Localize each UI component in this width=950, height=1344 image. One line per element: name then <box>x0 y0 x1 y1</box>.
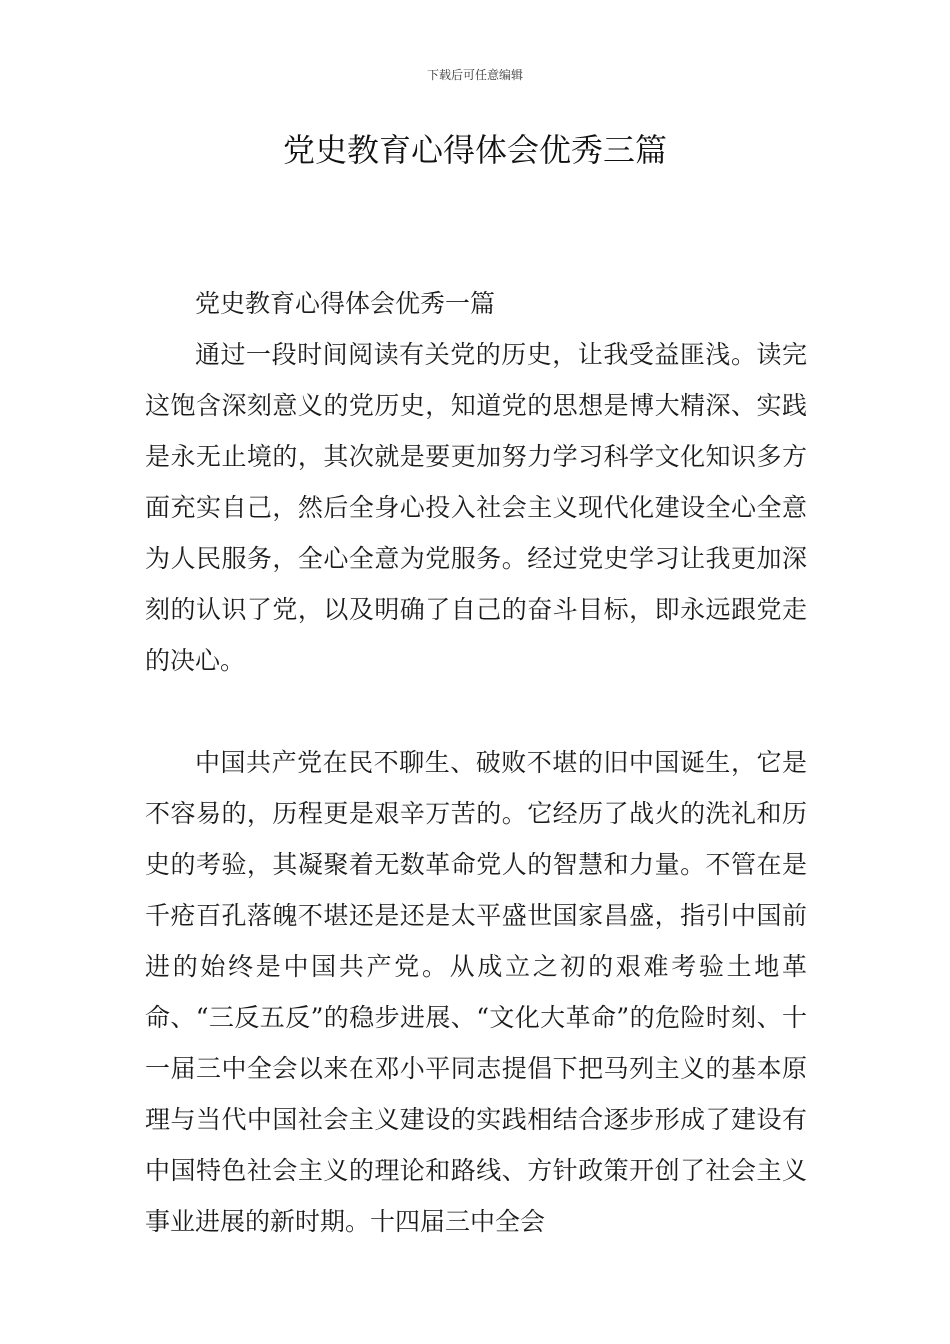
document-title: 党史教育心得体会优秀三篇 <box>282 131 667 169</box>
paragraph: 通过一段时间阅读有关党的历史，让我受益匪浅。读完这饱含深刻意义的党历史，知道党的思想是博大精深、实践是永无止境的，其次就是要更加努力学习科学文化知识多方面充实自己，然后全身心投入社会主义现代化建设全心全意为人民服务，全心全意为党服务。经过党史学习让我更加深刻的认识了党，以及明确了自己的奋斗目标，即永远跟党走的决心。 <box>145 340 807 675</box>
paragraph: 中国共产党在民不聊生、破败不堪的旧中国诞生，它是不容易的，历程更是艰辛万苦的。它经历了战火的洗礼和历史的考验，其凝聚着无数革命党人的智慧和力量。不管在是千疮百孔落魄不堪还是还是太平盛世国家昌盛，指引中国前进的始终是中国共产党。从成立之初的艰难考验土地革命、“三反五反”的稳步进展、“文化大革命”的危险时刻、十一届三中全会以来在邓小平同志提倡下把马列主义的基本原理与当代中国社会主义建设的实践相结合逐步形成了建设有中国特色社会主义的理论和路线、方针政策开创了社会主义事业进展的新时期。十四届三中全会 <box>145 748 807 1236</box>
header-note: 下载后可任意编辑 <box>426 68 523 82</box>
section-heading: 党史教育心得体会优秀一篇 <box>195 289 496 318</box>
document-body <box>145 278 807 1247</box>
